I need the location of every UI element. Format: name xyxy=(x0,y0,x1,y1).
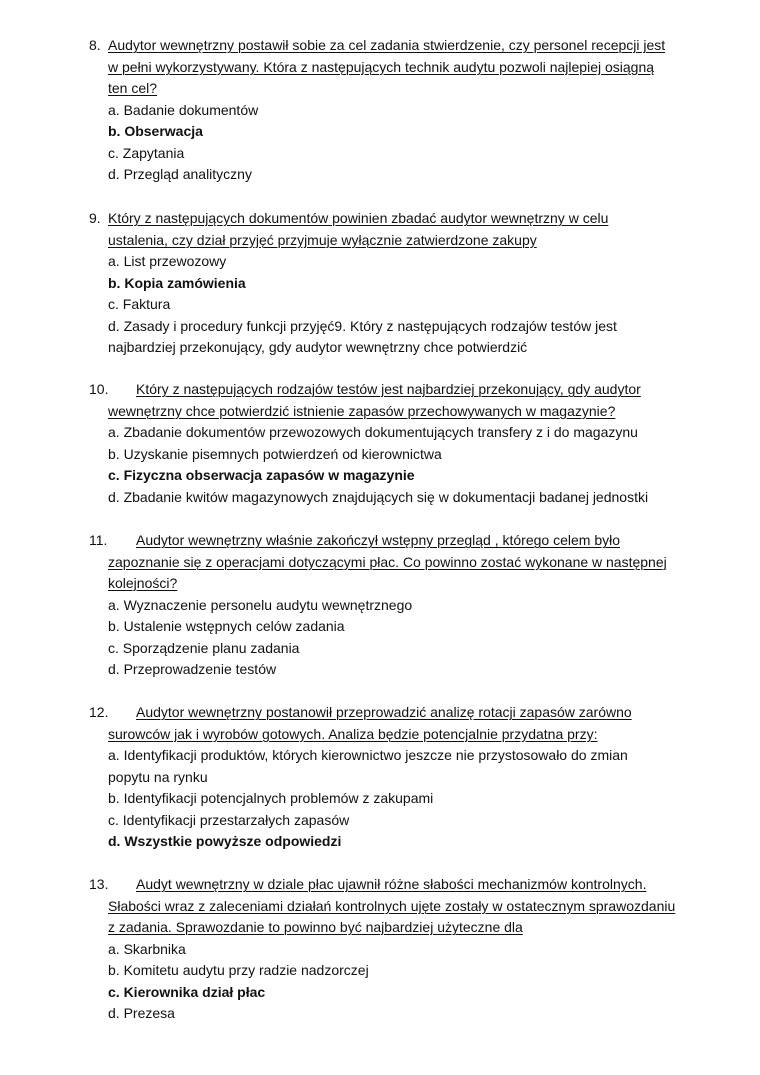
answer-option: a. Badanie dokumentów xyxy=(108,101,259,118)
answer-option: b. Uzyskanie pisemnych potwierdzeń od kierownictwa xyxy=(108,445,442,462)
answer-option: d. Przegląd analityczny xyxy=(108,166,252,182)
question-text-line: Audytor wewnętrzny postawił sobie za cel zadania stwierdzenie, czy personel recepcji jest xyxy=(108,37,666,53)
answer-option: d. Zasady i procedury funkcji przyjęć9. Który z następujących rodzajów testów jest xyxy=(108,317,617,334)
question-10 xyxy=(0,379,760,508)
question-12 xyxy=(0,702,760,853)
question-number: 9. xyxy=(89,210,101,226)
answer-option: b. Komitetu audytu przy radzie nadzorczej xyxy=(108,962,369,978)
answer-option: d. Zbadanie kwitów magazynowych znajdujących się w dokumentacji badanej jednostki xyxy=(108,488,649,505)
question-13 xyxy=(0,874,760,1025)
question-8 xyxy=(0,35,760,186)
answer-option-correct: b. Kopia zamówienia xyxy=(108,274,246,291)
answer-option: b. Identyfikacji potencjalnych problemów z zakupami xyxy=(108,790,434,806)
question-number: 11. xyxy=(89,532,108,548)
question-number: 8. xyxy=(89,37,101,53)
answer-option: c. Identyfikacji przestarzałych zapasów xyxy=(108,811,350,828)
question-text-line: Audytor wewnętrzny postanowił przeprowadzić analizę rotacji zapasów zarówno xyxy=(136,704,632,720)
question-text-line: ten cel? xyxy=(108,80,158,96)
answer-option-continued: popytu na rynku xyxy=(108,768,208,785)
answer-option: a. Wyznaczenie personelu audytu wewnętrznego xyxy=(108,596,413,613)
question-number: 12. xyxy=(89,704,109,720)
question-text-line: Audytor wewnętrzny właśnie zakończył wstępny przegląd , którego celem było xyxy=(136,532,621,548)
question-text-line: Słabości wraz z zaleceniami działań kontrolnych ujęte zostały w ostatecznym sprawozdaniu xyxy=(108,897,676,914)
answer-option-correct: c. Kierownika dział płac xyxy=(108,983,266,1000)
question-text-line: kolejności? xyxy=(108,575,178,591)
question-11 xyxy=(0,530,760,681)
answer-option-correct: b. Obserwacja xyxy=(108,123,203,139)
question-text-line: zapoznanie się z operacjami dotyczącymi płac. Co powinno zostać wykonane w następnej xyxy=(108,553,667,570)
question-text-line: z zadania. Sprawozdanie to powinno być najbardziej użyteczne dla xyxy=(108,919,523,935)
answer-option: a. List przewozowy xyxy=(108,253,227,269)
answer-option: d. Przeprowadzenie testów xyxy=(108,661,277,677)
question-text-line: Który z następujących rodzajów testów jest najbardziej przekonujący, gdy audytor xyxy=(136,381,641,397)
question-text-line: Który z następujących dokumentów powinien zbadać audytor wewnętrzny w celu xyxy=(108,210,609,226)
answer-option: c. Zapytania xyxy=(108,144,185,161)
question-number: 13. xyxy=(89,876,109,892)
question-text-line: Audyt wewnętrzny w dziale płac ujawnił różne słabości mechanizmów kontrolnych. xyxy=(136,876,647,892)
answer-option: a. Identyfikacji produktów, których kierownictwo jeszcze nie przystosowało do zmian xyxy=(108,747,628,763)
answer-option: b. Ustalenie wstępnych celów zadania xyxy=(108,618,345,634)
answer-option-continued: najbardziej przekonujący, gdy audytor wewnętrzny chce potwierdzić xyxy=(108,339,528,355)
answer-option: a. Zbadanie dokumentów przewozowych dokumentujących transfery z i do magazynu xyxy=(108,424,638,440)
answer-option-correct: d. Wszystkie powyższe odpowiedzi xyxy=(108,833,342,849)
question-text-line: surowców jak i wyrobów gotowych. Analiza będzie potencjalnie przydatna przy: xyxy=(108,725,598,742)
question-9 xyxy=(0,208,760,359)
answer-option: c. Faktura xyxy=(108,296,171,312)
question-text-line: wewnętrzny chce potwierdzić istnienie zapasów przechowywanych w magazynie? xyxy=(108,402,616,419)
answer-option: d. Prezesa xyxy=(108,1005,175,1021)
question-number: 10. xyxy=(89,381,109,397)
question-text-line: w pełni wykorzystywany. Która z następujących technik audytu pozwoli najlepiej osiągną xyxy=(108,58,655,75)
question-text-line: ustalenia, czy dział przyjęć przyjmuje wyłącznie zatwierdzone zakupy xyxy=(108,231,537,248)
answer-option: c. Sporządzenie planu zadania xyxy=(108,639,300,656)
answer-option-correct: c. Fizyczna obserwacja zapasów w magazynie xyxy=(108,467,415,483)
answer-option: a. Skarbnika xyxy=(108,940,186,957)
